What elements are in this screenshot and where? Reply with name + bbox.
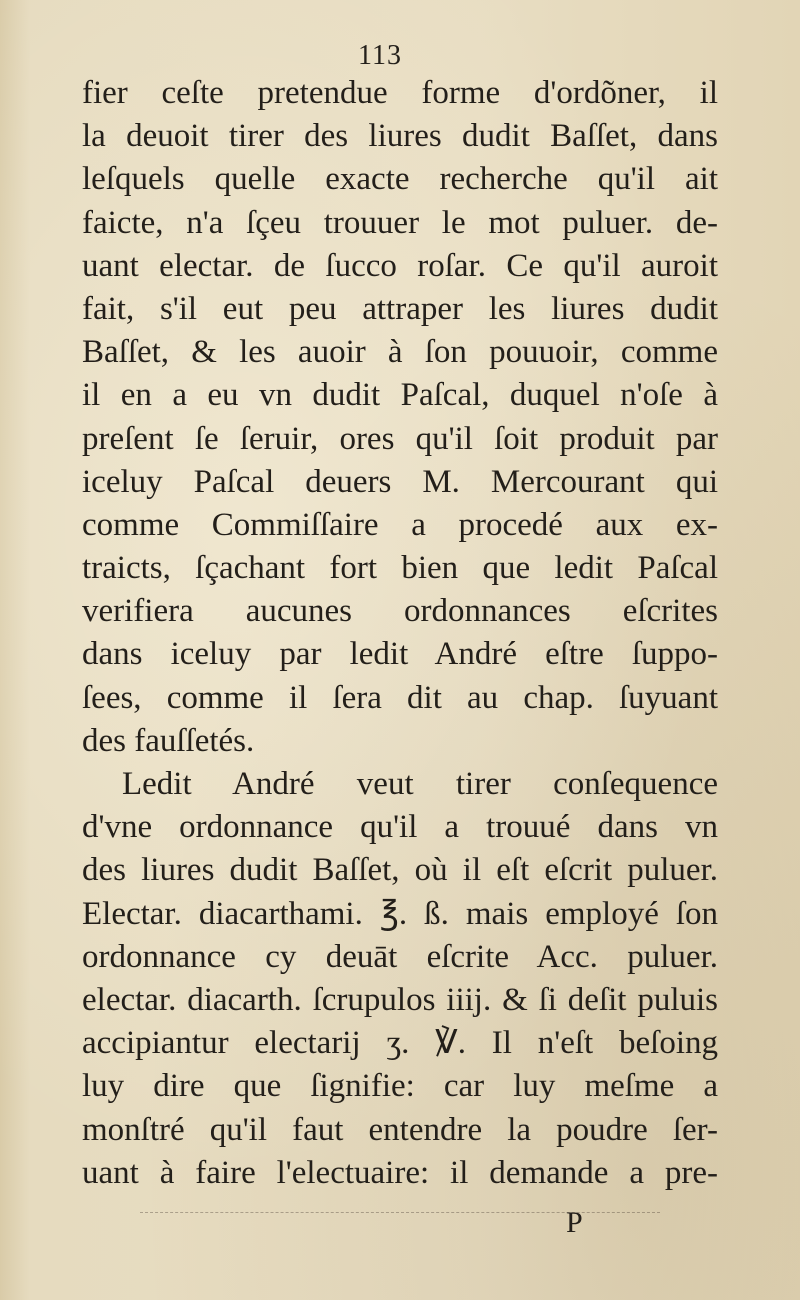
- text-line: leſquels quelle exacte recherche qu'il ait: [82, 161, 718, 198]
- text-line: monſtré qu'il faut entendre la poudre ſer-: [82, 1111, 718, 1148]
- text-line: verifiera aucunes ordonnances eſcrites: [82, 593, 718, 630]
- text-line: electar. diacarth. ſcrupulos iiij. & ſi deſit puluis: [82, 981, 718, 1018]
- text-line: des fauſſetés.: [82, 722, 255, 759]
- text-line: des liures dudit Baſſet, où il eſt eſcrit puluer.: [82, 852, 718, 889]
- text-line: il en a eu vn dudit Paſcal, duquel n'oſe à: [82, 377, 718, 414]
- page-number: 113: [358, 40, 402, 71]
- text-line: Electar. diacarthami. ℥. ß. mais employé ſon: [82, 895, 718, 932]
- text-line: ſees, comme il ſera dit au chap. ſuyuant: [82, 679, 718, 716]
- text-line: fier ceſte pretendue forme d'ordõner, il: [82, 75, 718, 111]
- text-line: uant electar. de ſucco roſar. Ce qu'il auroit: [82, 247, 718, 284]
- text-line: la deuoit tirer des liures dudit Baſſet, dans: [82, 118, 718, 155]
- text-line: fait, s'il eut peu attraper les liures dudit: [82, 290, 718, 327]
- text-line: dans iceluy par ledit André eſtre ſuppo-: [82, 636, 718, 673]
- text-line: Baſſet, & les auoir à ſon pouuoir, comme: [82, 334, 718, 371]
- body-text: [82, 72, 718, 1195]
- text-line: iceluy Paſcal deuers M. Mercourant qui: [82, 463, 718, 500]
- text-line: luy dire que ſignifie: car luy meſme a: [82, 1068, 718, 1105]
- text-line: ordonnance cy deuāt eſcrite Acc. puluer.: [82, 938, 718, 975]
- signature-mark: P: [566, 1206, 583, 1239]
- text-line: preſent ſe ſeruir, ores qu'il ſoit produit par: [82, 420, 718, 457]
- text-line: d'vne ordonnance qu'il a trouué dans vn: [82, 809, 718, 846]
- text-line: uant à faire l'electuaire: il demande a pre-: [82, 1154, 718, 1191]
- text-line: accipiantur electarij ʒ. ℣. Il n'eſt beſoing: [82, 1025, 718, 1062]
- text-line: Ledit André veut tirer conſequence: [122, 766, 718, 802]
- page-footer: [0, 1198, 800, 1258]
- text-line: comme Commiſſaire a procedé aux ex-: [82, 506, 718, 543]
- text-line: traicts, ſçachant fort bien que ledit Paſcal: [82, 550, 718, 587]
- text-line: faicte, n'a ſçeu trouuer le mot puluer. de-: [82, 204, 718, 241]
